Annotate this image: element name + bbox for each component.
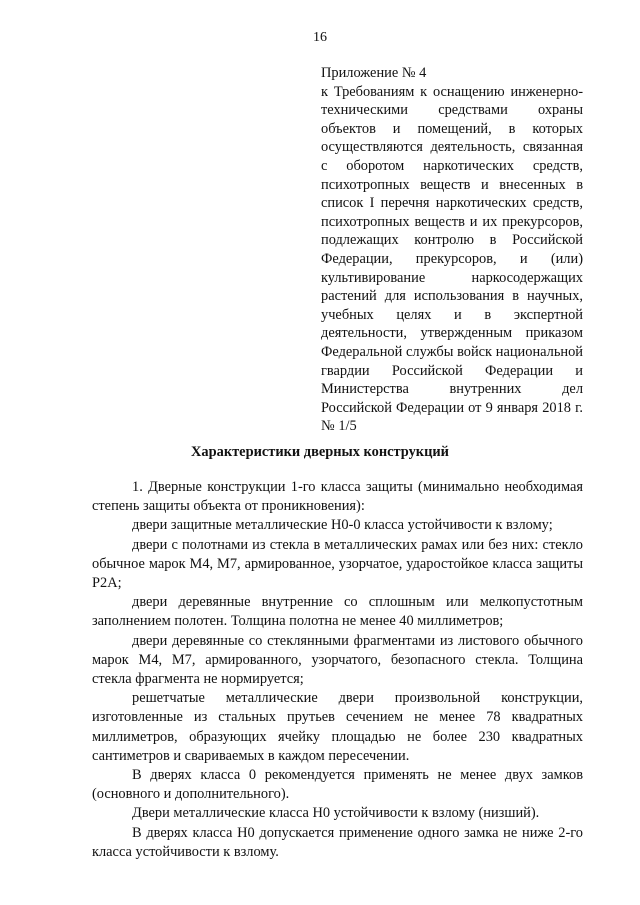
paragraph-wooden-glass-doors: двери деревянные со стеклянными фрагментами из листового обычного марок М4, М7, армированного, узорчатого, безопасного стекла. Толщина стекла фрагмента не нормируется; [92,632,583,688]
section-heading: Характеристики дверных конструкций [191,444,449,460]
appendix-title: Приложение № 4 [321,65,427,81]
appendix-body: к Требованиям к оснащению инженерно-техническими средствами охраны объектов и помещений, в которых осуществляются деятельность, связанная с оборотом наркотических средств, психотропных веществ и внесенных в список I перечня наркотических средств, психотропных веществ и их прекурсоров, подлежащих контролю в Российской Федерации, прекурсоров, и (или) культивирование наркосодержащих растений для использования в научных, учебных целях и в экспертной деятельности, утвержденным приказом Федеральной службы войск национальной гвардии Российской Федерации и Министерства внутренних дел Российской Федерации от 9 января 2018 г. № 1/5 [321,83,583,435]
paragraph-metal-doors: двери защитные металлические Н0-0 класса устойчивости к взлому; [132,517,553,534]
paragraph-class-1-intro: 1. Дверные конструкции 1-го класса защиты (минимально необходимая степень защиты объекта от проникновения): [92,479,583,515]
document-body [92,478,583,862]
paragraph-lattice-doors: решетчатые металлические двери произвольной конструкции, изготовленные из стальных прутьев сечением не менее 78 квадратных миллиметров, образующих ячейку площадью не более 230 квадратных сантиметров и свариваемых в каждом пересечении. [92,690,583,764]
paragraph-class-h0-doors: Двери металлические класса Н0 устойчивости к взлому (низший). [132,805,540,822]
paragraph-class-0-locks: В дверях класса 0 рекомендуется применять не менее двух замков (основного и дополнительного). [92,767,583,803]
paragraph-wooden-internal-doors: двери деревянные внутренние со сплошным или мелкопустотным заполнением полотен. Толщина полотна не менее 40 миллиметров; [92,594,583,630]
paragraph-glass-doors: двери с полотнами из стекла в металлических рамах или без них: стекло обычное марок М4, М7, армированное, узорчатое, ударостойкое класса защиты Р2А; [92,536,583,592]
appendix-block [321,64,583,436]
paragraph-class-h0-locks: В дверях класса Н0 допускается применение одного замка не ниже 2-го класса устойчивости к взлому. [92,824,583,860]
page-number: 16 [313,30,327,45]
